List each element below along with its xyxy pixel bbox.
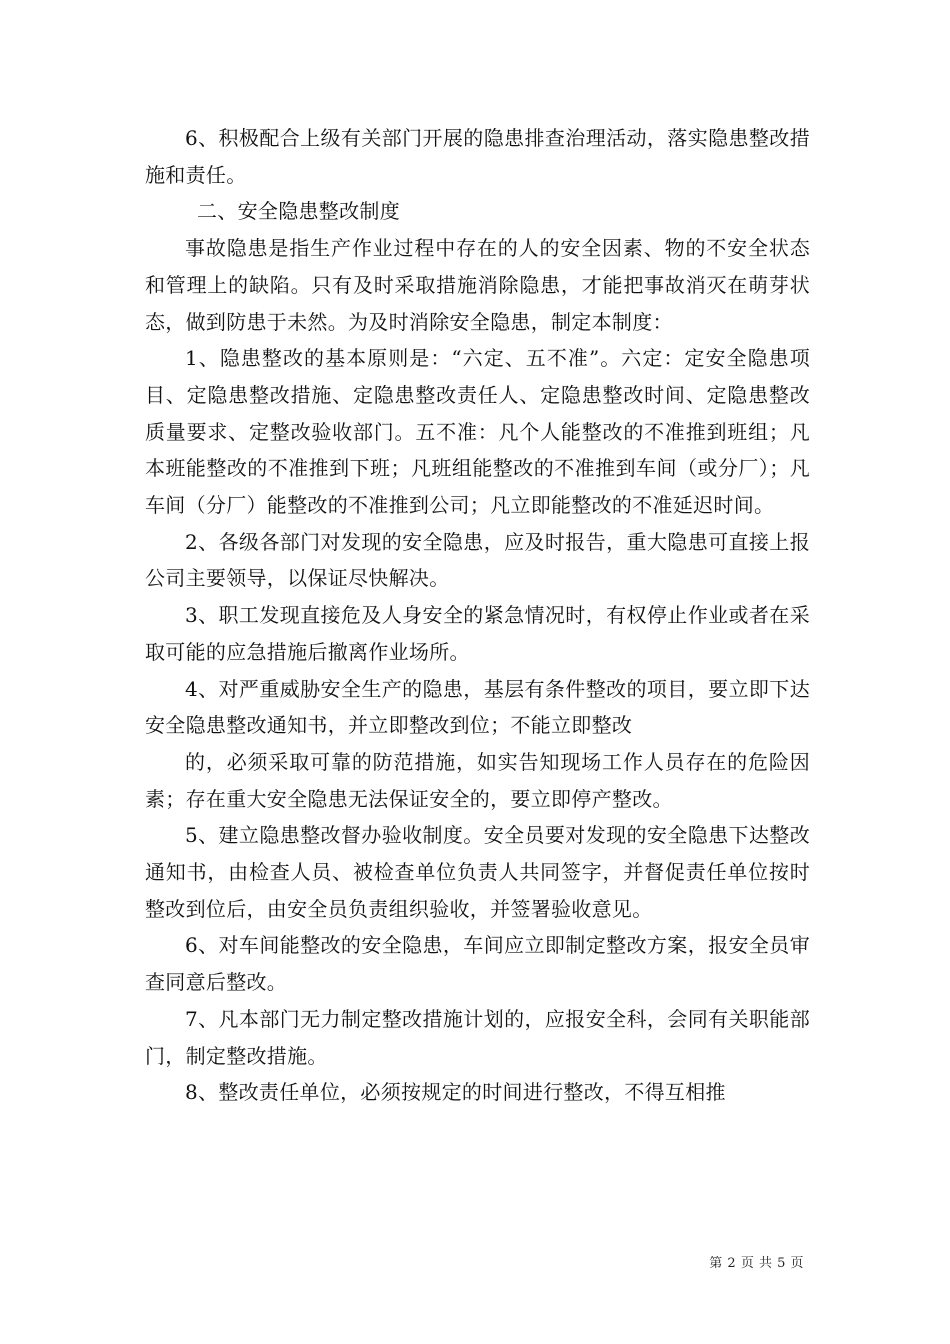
paragraph-item-4-rectification: 4、对严重威胁安全生产的隐患，基层有条件整改的项目，要立即下达安全隐患整改通知书，并立即整改到位；不能立即整改 <box>145 676 810 738</box>
paragraph-intro: 事故隐患是指生产作业过程中存在的人的安全因素、物的不安全状态和管理上的缺陷。只有及时采取措施消除隐患，才能把事故消灭在萌芽状态，做到防患于未然。为及时消除安全隐患，制定本制度： <box>145 236 810 334</box>
document-body <box>145 120 810 1111</box>
paragraph-item-8-deadline: 8、整改责任单位，必须按规定的时间进行整改，不得互相推 <box>185 1080 726 1105</box>
section-heading: 二、安全隐患整改制度 <box>197 199 400 224</box>
paragraph-item-2-reporting: 2、各级各部门对发现的安全隐患，应及时报告，重大隐患可直接上报公司主要领导，以保证尽快解决。 <box>145 529 810 591</box>
paragraph-item-6-workshop: 6、对车间能整改的安全隐患，车间应立即制定整改方案，报安全员审查同意后整改。 <box>145 933 810 995</box>
page-number: 第 2 页 共 5 页 <box>709 1256 804 1271</box>
paragraph-item-3-evacuation: 3、职工发现直接危及人身安全的紧急情况时，有权停止作业或者在采取可能的应急措施后撤离作业场所。 <box>145 603 810 664</box>
paragraph-item-7-measures: 7、凡本部门无力制定整改措施计划的，应报安全科，会同有关职能部门，制定整改措施。 <box>145 1006 810 1068</box>
paragraph-item-6-cooperation: 6、积极配合上级有关部门开展的隐患排查治理活动，落实隐患整改措施和责任。 <box>145 126 810 187</box>
paragraph-item-5-acceptance: 5、建立隐患整改督办验收制度。安全员要对发现的安全隐患下达整改通知书，由检查人员、被检查单位负责人共同签字，并督促责任单位按时整改到位后，由安全员负责组织验收，并签署验收意见。 <box>145 823 810 921</box>
paragraph-item-1-principles: 1、隐患整改的基本原则是：“六定、五不准”。六定：定安全隐患项目、定隐患整改措施、定隐患整改责任人、定隐患整改时间、定隐患整改质量要求、定整改验收部门。五不准：凡个人能整改的不准推到班组；凡本班能整改的不准推到下班；凡班组能整改的不准推到车间（或分厂）；凡车间（分厂）能整改的不准推到公司；凡立即能整改的不准延迟时间。 <box>145 346 810 518</box>
paragraph-item-4-continued: 的，必须采取可靠的防范措施，如实告知现场工作人员存在的危险因素；存在重大安全隐患无法保证安全的，要立即停产整改。 <box>145 749 810 811</box>
